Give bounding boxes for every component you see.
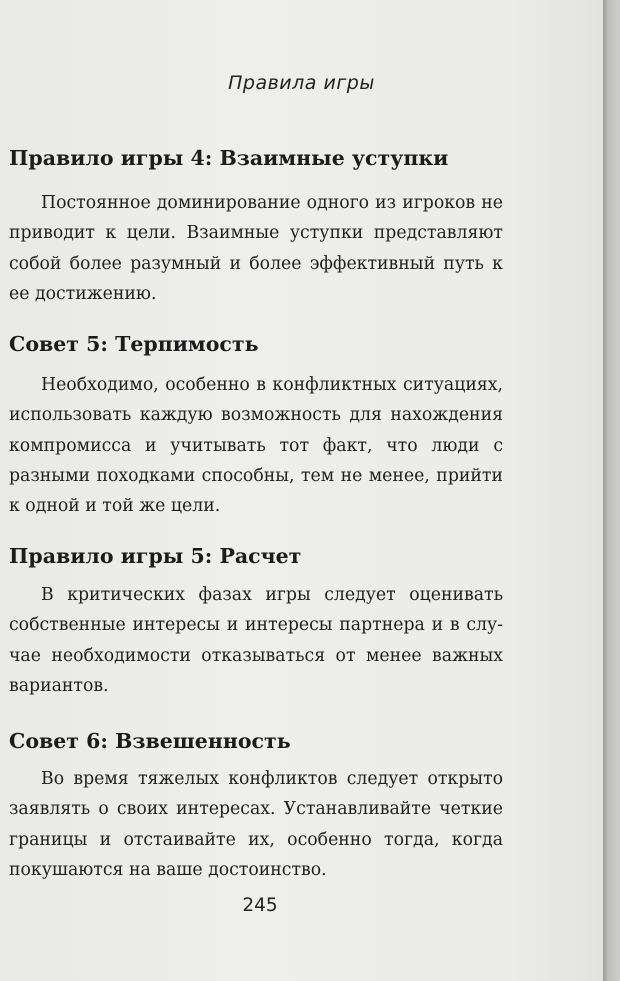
section-body-rule-4 xyxy=(9,188,503,309)
paragraph: Постоянное доминирование одного из игроков не приводит к цели. Взаимные уступки представляют собой более разумный и более эффективный путь к ее достижению. xyxy=(9,193,503,304)
section-body-tip-6 xyxy=(9,764,503,885)
page-number: 245 xyxy=(242,895,278,916)
paragraph: Необходимо, особенно в конфликтных ситуациях, использовать каждую возможность для нахождения компромисса и учитывать тот факт, что люди с разными походками способны, тем не менее, прийти к одной и той же цели. xyxy=(9,375,503,517)
paragraph: В критических фазах игры следует оценивать собственные интересы и интересы партнера и в случае необходимости отказываться от менее важных вариантов. xyxy=(9,585,503,696)
section-heading-rule-4: Правило игры 4: Взаимные уступки xyxy=(9,146,449,170)
section-heading-tip-5: Совет 5: Терпимость xyxy=(9,332,259,356)
section-heading-rule-5: Правило игры 5: Расчет xyxy=(9,544,302,568)
paragraph: Во время тяжелых конфликтов следует открыто заявлять о своих интересах. Устанавливайте четкие границы и отстаивайте их, особенно тогда, когда покушаются на ваше достоинство. xyxy=(9,769,503,880)
running-header: Правила игры xyxy=(228,72,375,94)
section-heading-tip-6: Совет 6: Взвешенность xyxy=(9,729,291,753)
section-body-rule-5 xyxy=(9,580,503,701)
page-edge-shadow xyxy=(603,0,620,981)
section-body-tip-5 xyxy=(9,370,503,521)
